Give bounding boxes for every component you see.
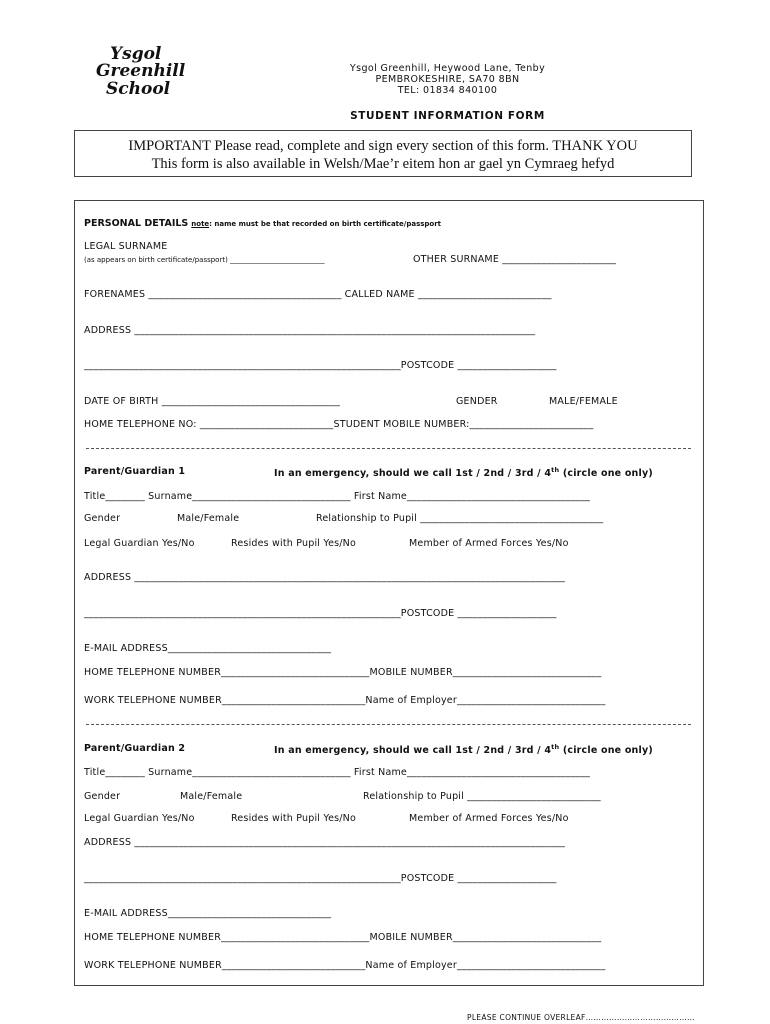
logo-line-3: School [106, 79, 171, 99]
note-text: : name must be that recorded on birth certificate/passport [209, 220, 442, 228]
section-divider [86, 724, 691, 725]
guardian2-work-fields[interactable]: WORK TELEPHONE NUMBER_____________________________Name of Employer______________________________ [84, 960, 606, 971]
gender-options[interactable]: MALE/FEMALE [549, 396, 618, 407]
guardian2-email-field[interactable]: E-MAIL ADDRESS_________________________________ [84, 908, 332, 919]
phone-fields[interactable]: HOME TELEPHONE NO: ___________________________STUDENT MOBILE NUMBER:_________________________ [84, 419, 594, 430]
guardian1-address-field[interactable]: ADDRESS _______________________________________________________________________________________ [84, 572, 566, 583]
guardian1-work-fields[interactable]: WORK TELEPHONE NUMBER_____________________________Name of Employer______________________________ [84, 695, 606, 706]
guardian2-gender-label: Gender [84, 791, 121, 802]
personal-details-heading [84, 218, 441, 229]
guardian1-emergency-text: In an emergency, should we call 1st / 2nd / 3rd / 4 [274, 468, 552, 480]
guardian1-circle: (circle one only) [559, 468, 653, 480]
guardian1-resides[interactable]: Resides with Pupil Yes/No [231, 538, 356, 549]
guardian1-heading: Parent/Guardian 1 [84, 466, 186, 477]
guardian1-gender-options[interactable]: Male/Female [177, 513, 240, 524]
important-line-1: IMPORTANT Please read, complete and sign every section of this form. THANK YOU [128, 138, 638, 154]
school-address-line-1: Ysgol Greenhill, Heywood Lane, Tenby [349, 63, 546, 74]
guardian2-postcode-field[interactable]: ________________________________________________________________POSTCODE ____________________ [84, 873, 557, 884]
guardian1-emergency [274, 466, 653, 479]
school-address-line-2: PEMBROKESHIRE, SA70 8BN [375, 74, 520, 85]
guardian2-gender-options[interactable]: Male/Female [180, 791, 243, 802]
guardian1-relationship-field[interactable]: Relationship to Pupil _____________________________________ [316, 513, 604, 524]
address-postcode-field[interactable]: ________________________________________________________________POSTCODE ____________________ [84, 360, 557, 371]
guardian1-phone-fields[interactable]: HOME TELEPHONE NUMBER______________________________MOBILE NUMBER______________________________ [84, 667, 602, 678]
logo-line-1: Ysgol [110, 44, 162, 64]
guardian2-address-field[interactable]: ADDRESS _______________________________________________________________________________________ [84, 837, 566, 848]
school-telephone: TEL: 01834 840100 [397, 85, 498, 96]
important-line-2: This form is also available in Welsh/Mae’r eitem hon ar gael yn Cymraeg hefyd [151, 156, 615, 172]
guardian2-armed-forces[interactable]: Member of Armed Forces Yes/No [409, 813, 569, 824]
logo-line-2: Greenhill [96, 61, 186, 81]
guardian2-circle: (circle one only) [559, 745, 653, 757]
guardian2-heading: Parent/Guardian 2 [84, 743, 186, 754]
guardian1-gender-label: Gender [84, 513, 121, 524]
dob-field[interactable]: DATE OF BIRTH ____________________________________ [84, 396, 340, 407]
address-field[interactable]: ADDRESS _________________________________________________________________________________ [84, 325, 536, 336]
guardian2-resides[interactable]: Resides with Pupil Yes/No [231, 813, 356, 824]
form-title: STUDENT INFORMATION FORM [350, 110, 545, 122]
note-label: note [191, 220, 210, 228]
guardian2-emergency-text: In an emergency, should we call 1st / 2nd / 3rd / 4 [274, 745, 552, 757]
personal-heading-text: PERSONAL DETAILS [84, 218, 189, 229]
guardian2-emergency [274, 743, 653, 756]
legal-surname-label: LEGAL SURNAME [84, 241, 168, 252]
guardian1-email-field[interactable]: E-MAIL ADDRESS_________________________________ [84, 643, 332, 654]
forenames-field[interactable]: FORENAMES _______________________________________ CALLED NAME ___________________________ [84, 289, 552, 300]
important-notice [74, 130, 692, 177]
guardian1-postcode-field[interactable]: ________________________________________________________________POSTCODE ____________________ [84, 608, 557, 619]
guardian1-sup: th [551, 466, 560, 474]
guardian1-armed-forces[interactable]: Member of Armed Forces Yes/No [409, 538, 569, 549]
guardian2-legal-guardian[interactable]: Legal Guardian Yes/No [84, 813, 195, 824]
guardian1-legal-guardian[interactable]: Legal Guardian Yes/No [84, 538, 195, 549]
gender-label: GENDER [456, 396, 498, 407]
guardian2-phone-fields[interactable]: HOME TELEPHONE NUMBER______________________________MOBILE NUMBER______________________________ [84, 932, 602, 943]
guardian2-name-fields[interactable]: Title________ Surname________________________________ First Name_____________________________________ [84, 767, 591, 778]
continue-overleaf: PLEASE CONTINUE OVERLEAF…………………………………… [467, 1013, 695, 1022]
other-surname-field[interactable]: OTHER SURNAME _______________________ [413, 254, 617, 265]
guardian1-name-fields[interactable]: Title________ Surname________________________________ First Name_____________________________________ [84, 491, 591, 502]
guardian2-sup: th [551, 743, 560, 751]
form-panel [74, 200, 704, 986]
section-divider [86, 448, 691, 449]
guardian2-relationship-field[interactable]: Relationship to Pupil ___________________________ [363, 791, 601, 802]
legal-surname-field[interactable]: (as appears on birth certificate/passport) ___________________________ [84, 256, 325, 264]
